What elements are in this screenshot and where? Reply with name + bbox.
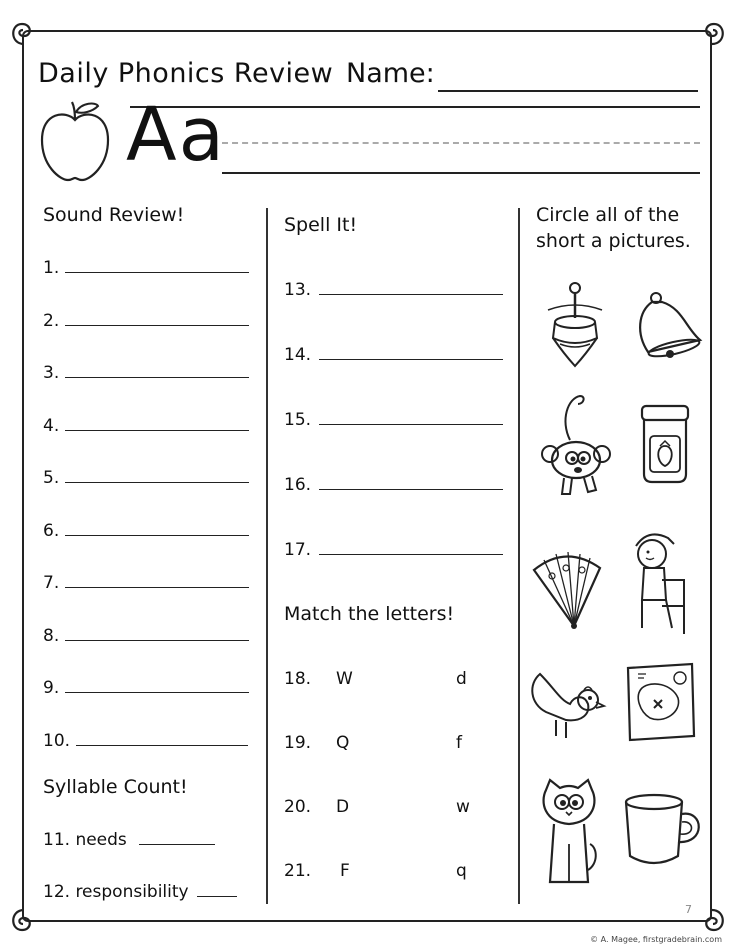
syllable-item: [43, 830, 215, 850]
column-divider: [266, 208, 268, 904]
cat-icon[interactable]: [538, 778, 600, 890]
sound-review-item: [43, 363, 249, 383]
column-divider: [518, 208, 520, 904]
spell-it-item: [284, 410, 503, 430]
item-number: 9.: [43, 678, 60, 698]
answer-line[interactable]: [65, 363, 249, 378]
answer-line[interactable]: [65, 573, 249, 588]
item-number: 5.: [43, 468, 60, 488]
map-icon[interactable]: [622, 662, 698, 742]
sound-review-heading: Sound Review!: [43, 204, 185, 226]
corner-curl-icon: [6, 14, 42, 50]
answer-line[interactable]: [319, 410, 503, 425]
item-number: 4.: [43, 415, 60, 436]
answer-line[interactable]: [319, 540, 503, 555]
item-number: 13.: [284, 280, 312, 300]
match-item-number: 19.: [284, 733, 312, 753]
match-right-letter[interactable]: q: [456, 861, 467, 881]
match-right-letter[interactable]: w: [456, 797, 470, 817]
jam-jar-icon[interactable]: [636, 404, 694, 484]
spell-it-heading: Spell It!: [284, 214, 358, 236]
match-letters-heading: Match the letters!: [284, 603, 455, 625]
sound-review-item: [43, 573, 249, 593]
spell-it-item: [284, 475, 503, 495]
top-icon[interactable]: [544, 278, 606, 370]
match-left-letter[interactable]: F: [340, 861, 350, 881]
syllable-item: [43, 882, 237, 902]
name-field[interactable]: [438, 90, 698, 92]
spell-it-item: [284, 280, 503, 300]
syllable-count-heading: Syllable Count!: [43, 776, 188, 798]
rat-icon[interactable]: [540, 390, 612, 500]
answer-line[interactable]: [65, 468, 249, 483]
answer-line[interactable]: [319, 280, 503, 295]
syllable-item-label: 12. responsibility: [43, 882, 189, 902]
match-left-letter[interactable]: D: [336, 797, 350, 817]
circle-heading-line2: short a pictures.: [536, 230, 691, 252]
sound-review-item: [43, 678, 249, 698]
sound-review-item: [43, 468, 249, 488]
cup-icon[interactable]: [620, 790, 706, 870]
spell-it-item: [284, 540, 503, 560]
answer-line[interactable]: [76, 731, 248, 746]
item-number: 10.: [43, 730, 71, 751]
answer-line[interactable]: [197, 882, 237, 897]
circle-heading-line1: Circle all of the: [536, 204, 680, 226]
match-right-letter[interactable]: d: [456, 669, 467, 689]
match-left-letter[interactable]: W: [336, 669, 353, 689]
sound-review-item: [43, 311, 249, 331]
page-number: 7: [685, 903, 692, 916]
match-right-letter[interactable]: f: [456, 733, 462, 753]
answer-line[interactable]: [139, 830, 215, 845]
answer-line[interactable]: [319, 475, 503, 490]
answer-line[interactable]: [65, 678, 249, 693]
item-number: 7.: [43, 573, 60, 593]
answer-line[interactable]: [65, 258, 249, 273]
item-number: 15.: [284, 410, 312, 430]
worksheet-title: Daily Phonics Review: [38, 58, 334, 89]
sound-review-item: [43, 626, 249, 646]
match-item-number: 21.: [284, 861, 312, 881]
answer-line[interactable]: [65, 416, 249, 431]
hen-icon[interactable]: [526, 664, 612, 744]
answer-line[interactable]: [65, 626, 249, 641]
answer-line[interactable]: [65, 521, 249, 536]
spell-it-item: [284, 345, 503, 365]
sound-review-item: [43, 731, 248, 751]
answer-line[interactable]: [65, 311, 249, 326]
focus-letter: Aa: [126, 92, 226, 178]
bell-icon[interactable]: [630, 290, 706, 362]
corner-curl-icon: [694, 14, 730, 50]
handwriting-mid-line: [222, 142, 700, 144]
syllable-item-label: 11. needs: [43, 830, 127, 850]
match-item-number: 18.: [284, 669, 312, 689]
boy-sitting-icon[interactable]: [628, 528, 688, 638]
answer-line[interactable]: [319, 345, 503, 360]
sound-review-item: [43, 521, 249, 541]
item-number: 3.: [43, 363, 60, 383]
fan-icon[interactable]: [530, 546, 602, 632]
handwriting-base-line: [222, 172, 700, 174]
item-number: 6.: [43, 520, 60, 541]
item-number: 14.: [284, 345, 312, 365]
match-item-number: 20.: [284, 797, 312, 817]
sound-review-item: [43, 416, 249, 436]
apple-icon: [36, 100, 114, 184]
item-number: 2.: [43, 310, 60, 331]
name-label: Name:: [346, 58, 435, 89]
match-left-letter[interactable]: Q: [336, 733, 350, 753]
sound-review-item: [43, 258, 249, 278]
item-number: 1.: [43, 258, 60, 278]
corner-curl-icon: [6, 904, 42, 940]
item-number: 8.: [43, 625, 60, 646]
item-number: 17.: [284, 540, 312, 560]
credit-text: © A. Magee, firstgradebrain.com: [590, 935, 722, 944]
item-number: 16.: [284, 475, 312, 495]
